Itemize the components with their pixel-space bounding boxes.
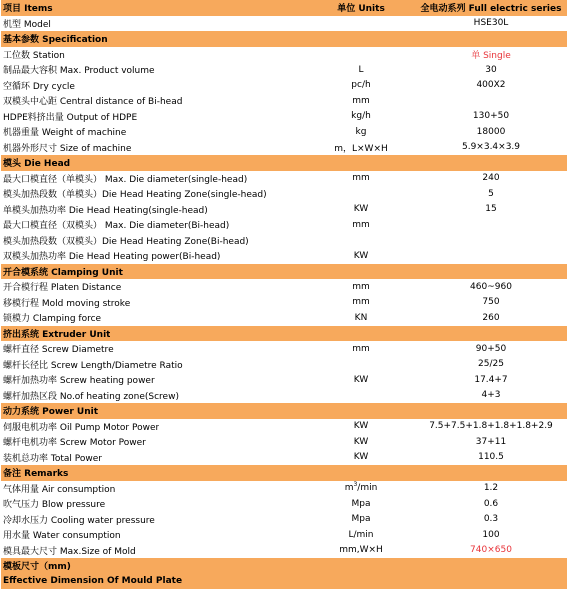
value-cell: 750 <box>482 297 500 308</box>
value-cell: 400X2 <box>476 80 506 91</box>
value-cell: 1.2 <box>483 483 499 494</box>
section-header-row <box>1 574 567 590</box>
unit-cell: KW <box>353 250 369 261</box>
table-row <box>1 357 567 373</box>
table-row <box>1 295 567 311</box>
unit-cell: KW <box>353 436 369 447</box>
header-items: 项目 Items <box>3 4 53 15</box>
value-cell: 740×650 <box>470 545 512 556</box>
unit-cell <box>311 483 411 493</box>
unit-cell: mm <box>352 281 370 292</box>
unit-cell: mm <box>352 219 370 230</box>
section-title: 基本参数 Specification <box>3 35 108 46</box>
table-row <box>1 109 567 125</box>
unit-cell: mm <box>352 95 370 106</box>
table-row <box>1 93 567 109</box>
table-row <box>1 16 567 32</box>
item-label: 工位数 Station <box>3 50 65 61</box>
section-title: 模板尺寸（mm) <box>3 562 71 573</box>
item-label: 伺服电机功率 Oil Pump Motor Power <box>3 422 160 433</box>
item-label: 用水量 Water consumption <box>3 531 121 542</box>
value-cell: 5 <box>488 188 494 199</box>
item-label: 移模行程 Mold moving stroke <box>3 298 131 309</box>
value-cell: 25/25 <box>478 359 504 370</box>
unit-cell: kg/h <box>351 111 371 122</box>
value-cell: 100 <box>482 529 500 540</box>
section-title: 动力系统 Power Unit <box>3 407 99 418</box>
value-cell: 4+3 <box>481 390 501 401</box>
item-label: 单模头加热功率 Die Head Heating(single-head) <box>3 205 208 216</box>
unit-cell: kg <box>355 126 367 137</box>
unit-cell: KW <box>353 421 369 432</box>
section-header-row <box>1 465 567 481</box>
table-row <box>1 450 567 466</box>
unit-main: m <box>344 483 354 494</box>
unit-cell: Mpa <box>351 514 371 525</box>
section-header-row <box>1 558 567 574</box>
item-label: 模具最大尺寸 Max.Size of Mold <box>3 546 136 557</box>
unit-rest: /min <box>357 483 378 494</box>
item-label: 螺杆加热区段 No.of heating zone(Screw) <box>3 391 179 402</box>
unit-cell: L/min <box>348 529 374 540</box>
value-cell: 17.4+7 <box>474 374 508 385</box>
item-label: 模头加热段数（双模头）Die Head Heating Zone(Bi-head) <box>3 236 249 247</box>
value-cell: 37+11 <box>475 436 507 447</box>
table-row <box>1 434 567 450</box>
item-label: 冷却水压力 Cooling water pressure <box>3 515 155 526</box>
section-header-row <box>1 155 567 171</box>
unit-cell: pc/h <box>351 80 371 91</box>
section-title: 模头 Die Head <box>3 159 71 170</box>
value-cell: 15 <box>485 204 497 215</box>
item-label: 机型 Model <box>3 19 51 30</box>
item-label: 机器重量 Weight of machine <box>3 128 127 139</box>
section-title: 备注 Remarks <box>3 469 69 480</box>
table-row <box>1 233 567 249</box>
unit-cell: mm <box>352 297 370 308</box>
value-cell: 0.6 <box>483 498 499 509</box>
value-cell: 5.9×3.4×3.9 <box>461 142 521 153</box>
unit-cell: Mpa <box>351 498 371 509</box>
table-row <box>1 47 567 63</box>
item-label: 双模头加热功率 Die Head Heating power(Bi-head) <box>3 252 221 263</box>
value-cell: 110.5 <box>478 452 504 463</box>
value-cell: 130+50 <box>472 111 510 122</box>
value-cell: 260 <box>482 312 500 323</box>
unit-cell: L <box>358 64 364 75</box>
table-row <box>1 496 567 512</box>
table-row <box>1 171 567 187</box>
item-label: 机器外形尺寸 Size of machine <box>3 143 132 154</box>
value-cell: 30 <box>485 64 497 75</box>
section-header-row <box>1 326 567 342</box>
value-cell: 0.3 <box>483 514 499 525</box>
table-row <box>1 248 567 264</box>
table-row <box>1 279 567 295</box>
unit-cell: KN <box>354 312 368 323</box>
table-row <box>1 419 567 435</box>
table-body <box>1 16 567 590</box>
table-row <box>1 202 567 218</box>
section-header-row <box>1 264 567 280</box>
value-cell: HSE30L <box>473 18 509 29</box>
table-row <box>1 341 567 357</box>
item-label: HDPE料挤出量 Output of HDPE <box>3 112 138 123</box>
table-row <box>1 372 567 388</box>
table-row <box>1 543 567 559</box>
table-row <box>1 186 567 202</box>
item-label: 吹气压力 Blow pressure <box>3 500 106 511</box>
section-header-row <box>1 403 567 419</box>
table-row <box>1 512 567 528</box>
spec-table <box>1 0 567 589</box>
unit-cell: KW <box>353 374 369 385</box>
table-row <box>1 388 567 404</box>
section-title: 挤出系统 Extruder Unit <box>3 329 111 340</box>
table-row <box>1 217 567 233</box>
table-row <box>1 527 567 543</box>
unit-cell: KW <box>353 452 369 463</box>
item-label: 锁模力 Clamping force <box>3 314 102 325</box>
header-series: 全电动系列 Full electric series <box>420 4 562 15</box>
header-units: 单位 Units <box>337 4 385 15</box>
section-title: 开合模系统 Clamping Unit <box>3 267 123 278</box>
unit-cell: mm <box>352 173 370 184</box>
value-cell: 单 Single <box>471 50 511 61</box>
item-label: 双模头中心距 Central distance of Bi-head <box>3 97 183 108</box>
item-label: 螺杆加热功率 Screw heating power <box>3 376 155 387</box>
unit-cell: KW <box>353 204 369 215</box>
item-label: 螺杆长径比 Screw Length/Diametre Ratio <box>3 360 183 371</box>
value-cell: 460~960 <box>470 281 512 292</box>
item-label: 装机总功率 Total Power <box>3 453 102 464</box>
unit-cell: mm,W×H <box>339 545 383 556</box>
item-label: 最大口模直径（双模头） Max. Die diameter(Bi-head) <box>3 221 230 232</box>
value-cell: 7.5+7.5+1.8+1.8+1.8+2.9 <box>429 421 553 432</box>
section-title: Effective Dimension Of Mould Plate <box>3 576 183 587</box>
item-label: 模头加热段数（单模头）Die Head Heating Zone(single-head) <box>3 190 267 201</box>
item-label: 制品最大容积 Max. Product volume <box>3 66 155 77</box>
value-cell: 240 <box>482 173 500 184</box>
item-label: 气体用量 Air consumption <box>3 484 116 495</box>
table-header <box>1 0 567 16</box>
table-row <box>1 62 567 78</box>
item-label: 开合模行程 Platen Distance <box>3 283 122 294</box>
unit-superscript: 3 <box>353 481 358 489</box>
table-row <box>1 124 567 140</box>
section-header-row <box>1 31 567 47</box>
item-label: 螺杆直径 Screw Diametre <box>3 345 114 356</box>
table-row <box>1 310 567 326</box>
value-cell: 18000 <box>476 126 506 137</box>
value-cell: 90+50 <box>475 343 507 354</box>
unit-cell: mm <box>352 343 370 354</box>
unit-cell: m，L×W×H <box>334 143 388 154</box>
item-label: 螺杆电机功率 Screw Motor Power <box>3 438 146 449</box>
item-label: 空循环 Dry cycle <box>3 81 75 92</box>
table-row <box>1 481 567 497</box>
table-row <box>1 78 567 94</box>
table-row <box>1 140 567 156</box>
item-label: 最大口模直径（单模头） Max. Die diameter(single-head) <box>3 174 248 185</box>
